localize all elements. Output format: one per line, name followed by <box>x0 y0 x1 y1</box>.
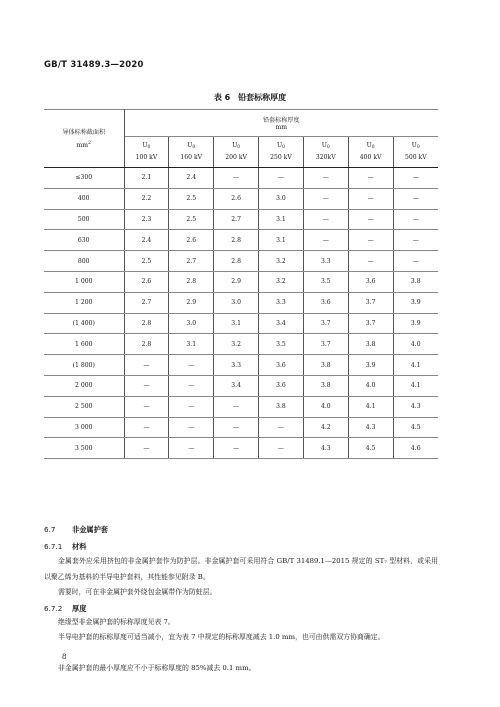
thickness-cell: — <box>169 396 214 417</box>
section-number: 6.7 <box>44 525 56 534</box>
thickness-cell: 4.0 <box>393 334 438 355</box>
conductor-area-cell: 500 <box>44 209 124 230</box>
conductor-area-cell: 800 <box>44 251 124 272</box>
table-row <box>44 271 438 292</box>
section-title: 厚度 <box>72 604 87 613</box>
voltage-value: 160 kV <box>180 154 203 161</box>
section-title: 材料 <box>72 542 87 551</box>
thickness-cell: 3.5 <box>259 334 304 355</box>
section-number: 6.7.1 <box>44 542 63 551</box>
thickness-cell: 4.0 <box>303 396 348 417</box>
thickness-cell: — <box>393 230 438 251</box>
thickness-cell: — <box>124 375 169 396</box>
thickness-cell: — <box>214 417 259 438</box>
thickness-cell: 3.0 <box>214 292 259 313</box>
thickness-cell: 3.4 <box>214 375 259 396</box>
section-6-7-2-heading <box>44 604 86 614</box>
thickness-cell: — <box>393 209 438 230</box>
thickness-cell: 3.7 <box>303 334 348 355</box>
voltage-value: 200 kV <box>225 154 247 161</box>
thickness-paragraph-3: 非金属护套的最小厚度应不小于标称厚度的 85%减去 0.1 mm。 <box>58 664 256 672</box>
thickness-cell: — <box>124 438 169 459</box>
thickness-cell: 3.8 <box>303 375 348 396</box>
thickness-cell: 2.2 <box>124 188 169 209</box>
thickness-cell: 4.1 <box>393 375 438 396</box>
table-row <box>44 168 438 189</box>
thickness-cell: 3.7 <box>348 292 393 313</box>
thickness-cell: 3.1 <box>214 313 259 334</box>
conductor-area-header <box>44 110 124 168</box>
thickness-cell: 2.6 <box>124 271 169 292</box>
conductor-area-label: 导体标称截面积 <box>62 128 106 136</box>
thickness-cell: 3.1 <box>259 209 304 230</box>
thickness-cell: 2.7 <box>124 292 169 313</box>
thickness-cell: 2.6 <box>169 230 214 251</box>
thickness-cell: — <box>214 438 259 459</box>
voltage-symbol: $U_0$ <box>366 142 375 150</box>
thickness-cell: — <box>303 168 348 189</box>
thickness-cell: 3.8 <box>393 271 438 292</box>
thickness-cell: 4.3 <box>348 417 393 438</box>
table-row <box>44 251 438 272</box>
table-row <box>44 334 438 355</box>
conductor-area-cell: 2 500 <box>44 396 124 417</box>
lead-sheath-label: 铅套标称厚度 <box>262 117 300 124</box>
voltage-header-cell <box>348 137 393 168</box>
thickness-cell: 4.2 <box>303 417 348 438</box>
table-row <box>44 209 438 230</box>
table-row <box>44 313 438 334</box>
thickness-cell: 3.0 <box>169 313 214 334</box>
thickness-cell: 3.0 <box>259 188 304 209</box>
conductor-area-cell: (1 800) <box>44 355 124 376</box>
conductor-area-cell: 400 <box>44 188 124 209</box>
thickness-cell: — <box>303 188 348 209</box>
thickness-cell: — <box>124 396 169 417</box>
voltage-value: 100 kV <box>135 154 158 161</box>
voltage-header-cell <box>259 137 304 168</box>
table-row <box>44 292 438 313</box>
thickness-cell: 2.6 <box>214 188 259 209</box>
thickness-cell: — <box>259 417 304 438</box>
conductor-area-cell: 3 000 <box>44 417 124 438</box>
thickness-cell: — <box>303 209 348 230</box>
table-body <box>44 168 438 459</box>
voltage-header-cell <box>169 137 214 168</box>
thickness-cell: 2.5 <box>169 188 214 209</box>
thickness-cell: — <box>214 168 259 189</box>
thickness-cell: 4.1 <box>348 396 393 417</box>
conductor-area-cell: (1 400) <box>44 313 124 334</box>
conductor-area-cell: 1 600 <box>44 334 124 355</box>
section-6-7-heading <box>44 525 108 535</box>
thickness-cell: 4.6 <box>393 438 438 459</box>
thickness-cell: 2.7 <box>214 209 259 230</box>
voltage-value: 400 kV <box>359 154 382 161</box>
conductor-area-cell: ≤300 <box>44 168 124 189</box>
thickness-cell: 3.3 <box>303 251 348 272</box>
thickness-cell: 3.9 <box>393 292 438 313</box>
thickness-cell: 3.3 <box>214 355 259 376</box>
conductor-area-cell: 630 <box>44 230 124 251</box>
thickness-cell: — <box>348 188 393 209</box>
conductor-area-unit: $mm^2$ <box>76 140 91 149</box>
thickness-cell: 2.8 <box>214 251 259 272</box>
table-row <box>44 230 438 251</box>
thickness-cell: 4.0 <box>348 375 393 396</box>
thickness-cell: 4.3 <box>303 438 348 459</box>
thickness-cell: 4.5 <box>348 438 393 459</box>
thickness-cell: — <box>169 417 214 438</box>
thickness-cell: — <box>348 168 393 189</box>
thickness-cell: 3.2 <box>259 251 304 272</box>
thickness-cell: 3.5 <box>303 271 348 292</box>
thickness-cell: 3.6 <box>303 292 348 313</box>
thickness-cell: — <box>169 375 214 396</box>
thickness-cell: 2.8 <box>214 230 259 251</box>
section-number: 6.7.2 <box>44 604 63 613</box>
thickness-cell: 4.1 <box>393 355 438 376</box>
voltage-header-cell <box>303 137 348 168</box>
thickness-cell: 3.7 <box>348 313 393 334</box>
thickness-cell: 4.3 <box>393 396 438 417</box>
voltage-symbol: $U_0$ <box>276 142 285 150</box>
thickness-cell: — <box>124 417 169 438</box>
thickness-cell: 2.4 <box>124 230 169 251</box>
thickness-paragraph-2: 半导电护套的标称厚度可适当减小，宜为表 7 中规定的标称厚度减去 1.0 mm，也可由供需双方协商确定。 <box>58 633 385 641</box>
table-row <box>44 355 438 376</box>
thickness-cell: 3.4 <box>259 313 304 334</box>
table-row <box>44 375 438 396</box>
thickness-cell: — <box>348 209 393 230</box>
thickness-cell: — <box>393 251 438 272</box>
thickness-cell: 3.6 <box>348 271 393 292</box>
thickness-cell: — <box>393 188 438 209</box>
standard-number: GB/T 31489.3—2020 <box>44 60 144 70</box>
table-row <box>44 396 438 417</box>
thickness-cell: — <box>169 438 214 459</box>
thickness-cell: 4.5 <box>393 417 438 438</box>
thickness-cell: 3.7 <box>303 313 348 334</box>
voltage-symbol: $U_0$ <box>232 142 241 150</box>
section-6-7-1-heading <box>44 542 86 552</box>
thickness-cell: 2.5 <box>169 209 214 230</box>
thickness-cell: — <box>303 230 348 251</box>
lead-sheath-unit: mm <box>275 124 288 131</box>
page-number: 8 <box>62 653 67 661</box>
thickness-cell: — <box>393 168 438 189</box>
thickness-cell: 3.9 <box>348 355 393 376</box>
lead-sheath-thickness-table <box>44 109 438 459</box>
voltage-header-cell <box>393 137 438 168</box>
thickness-cell: — <box>348 251 393 272</box>
thickness-cell: 3.8 <box>259 396 304 417</box>
thickness-cell: — <box>259 438 304 459</box>
table-row <box>44 438 438 459</box>
voltage-header-cell <box>214 137 259 168</box>
conductor-area-cell: 1 000 <box>44 271 124 292</box>
thickness-cell: 2.8 <box>169 271 214 292</box>
thickness-cell: 3.1 <box>169 334 214 355</box>
thickness-cell: 2.9 <box>214 271 259 292</box>
thickness-cell: — <box>348 230 393 251</box>
thickness-cell: 3.6 <box>259 355 304 376</box>
table-row <box>44 188 438 209</box>
thickness-cell: 2.5 <box>124 251 169 272</box>
thickness-cell: — <box>214 396 259 417</box>
conductor-area-cell: 1 200 <box>44 292 124 313</box>
thickness-cell: 2.8 <box>124 334 169 355</box>
thickness-cell: 3.1 <box>259 230 304 251</box>
thickness-cell: 2.7 <box>169 251 214 272</box>
voltage-symbol: $U_0$ <box>321 142 330 150</box>
voltage-value: 500 kV <box>404 154 427 161</box>
voltage-value: 250 kV <box>270 154 292 161</box>
thickness-cell: 2.9 <box>169 292 214 313</box>
section-title: 非金属护套 <box>72 525 108 534</box>
thickness-cell: 3.6 <box>259 375 304 396</box>
voltage-symbol: $U_0$ <box>142 142 151 150</box>
thickness-cell: 2.8 <box>124 313 169 334</box>
table-row <box>44 417 438 438</box>
thickness-paragraph-1: 绝缘型非金属护套的标称厚度见表 7。 <box>58 618 175 626</box>
thickness-cell: 2.1 <box>124 168 169 189</box>
table-title: 表 6 铅套标称厚度 <box>213 93 287 102</box>
conductor-area-cell: 2 000 <box>44 375 124 396</box>
thickness-cell: 3.2 <box>259 271 304 292</box>
thickness-cell: 3.9 <box>393 313 438 334</box>
thickness-cell: 2.3 <box>124 209 169 230</box>
thickness-cell: 3.2 <box>214 334 259 355</box>
voltage-value: 320kV <box>315 154 336 161</box>
lead-sheath-header <box>124 110 438 137</box>
materials-paragraph-1: 金属套外应采用挤包的非金属护套作为防护层。非金属护套可采用符合 GB/T 31489.1—2015 规定的 ST₇ 型材料，或采用以聚乙烯为基料的半导电护套料，其性能参见附录 B。 <box>44 557 438 581</box>
thickness-cell: 3.8 <box>348 334 393 355</box>
voltage-symbol: $U_0$ <box>411 142 420 150</box>
thickness-cell: — <box>124 355 169 376</box>
thickness-cell: 3.3 <box>259 292 304 313</box>
thickness-cell: — <box>259 168 304 189</box>
voltage-symbol: $U_0$ <box>187 142 196 150</box>
thickness-cell: — <box>169 355 214 376</box>
materials-paragraph-2: 需要时，可在非金属护套外绕包金属带作为防蛀层。 <box>58 588 217 596</box>
voltage-header-cell <box>124 137 169 168</box>
conductor-area-cell: 3 500 <box>44 438 124 459</box>
thickness-cell: 2.4 <box>169 168 214 189</box>
thickness-cell: 3.8 <box>303 355 348 376</box>
